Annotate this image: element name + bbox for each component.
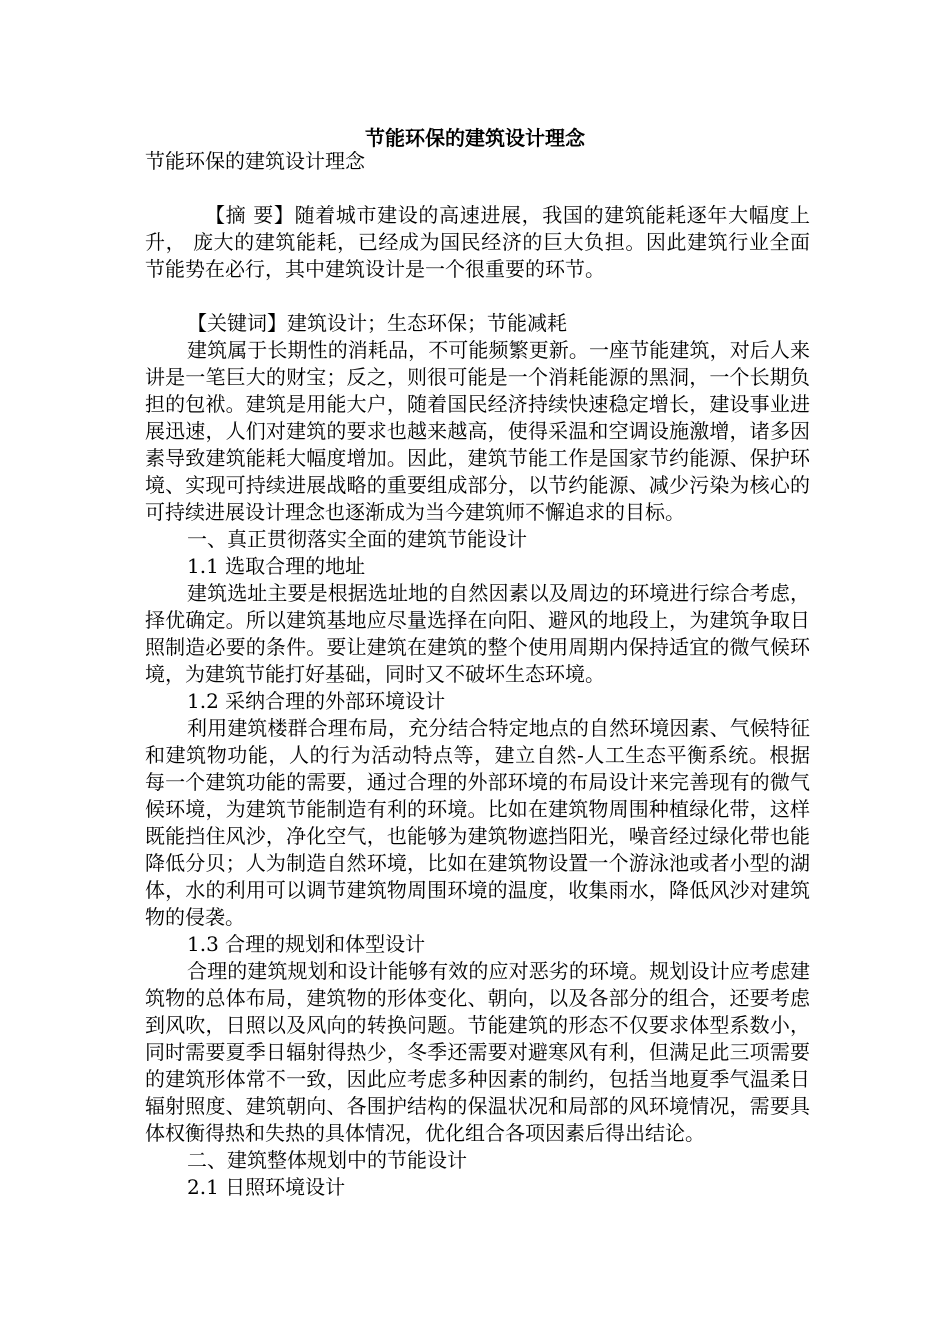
section-2-heading: 二、建筑整体规划中的节能设计 bbox=[187, 1148, 467, 1172]
intro-paragraph: 建筑属于长期性的消耗品，不可能频繁更新。一座节能建筑，对后人来讲是一笔巨大的财宝；反之，则很可能是一个消耗能源的黑洞，一个长期负担的包袱。建筑是用能大户，随着国民经济持续快速稳定增长，建设事业进展迅速，人们对建筑的要求也越来越高，使得采温和空调设施激增，诸多因素导致建筑能耗大幅度增加。因此，建筑节能工作是国家节约能源、保护环境、实现可持续进展战略的重要组成部分，以节约能源、减少污染为核心的可持续进展设计理念也逐渐成为当今建筑师不懈追求的目标。 bbox=[145, 338, 810, 524]
document-subtitle: 节能环保的建筑设计理念 bbox=[145, 149, 365, 173]
section-2-1-heading: 2.1 日照环境设计 bbox=[187, 1175, 346, 1199]
keywords-paragraph: 【关键词】建筑设计；生态环保；节能减耗 bbox=[187, 311, 567, 335]
section-1-1-paragraph: 建筑选址主要是根据选址地的自然因素以及周边的环境进行综合考虑，择优确定。所以建筑基地应尽量选择在向阳、避风的地段上，为建筑争取日照制造必要的条件。要让建筑在建筑的整个使用周期内保持适宜的微气候环境，为建筑节能打好基础，同时又不破坏生态环境。 bbox=[145, 581, 810, 686]
spacer bbox=[145, 175, 810, 202]
spacer bbox=[145, 283, 810, 310]
document-body bbox=[145, 148, 810, 1201]
section-1-1-heading: 1.1 选取合理的地址 bbox=[187, 554, 366, 578]
section-1-3-heading: 1.3 合理的规划和体型设计 bbox=[187, 932, 426, 956]
section-1-3-paragraph: 合理的建筑规划和设计能够有效的应对恶劣的环境。规划设计应考虑建筑物的总体布局，建筑物的形体变化、朝向，以及各部分的组合，还要考虑到风吹，日照以及风向的转换问题。节能建筑的形态不仅要求体型系数小，同时需要夏季日辐射得热少，冬季还需要对避寒风有利，但满足此三项需要的建筑形体常不一致，因此应考虑多种因素的制约，包括当地夏季气温柔日辐射照度、建筑朝向、各围护结构的保温状况和局部的风环境情况，需要具体权衡得热和失热的具体情况，优化组合各项因素后得出结论。 bbox=[145, 959, 810, 1145]
abstract-paragraph: 【摘 要】随着城市建设的高速进展，我国的建筑能耗逐年大幅度上升， 庞大的建筑能耗，已经成为国民经济的巨大负担。因此建筑行业全面节能势在必行，其中建筑设计是一个很重要的环节。 bbox=[145, 203, 810, 281]
section-1-heading: 一、真正贯彻落实全面的建筑节能设计 bbox=[187, 527, 527, 551]
document-title: 节能环保的建筑设计理念 bbox=[365, 126, 585, 150]
section-1-2-heading: 1.2 采纳合理的外部环境设计 bbox=[187, 689, 446, 713]
section-1-2-paragraph: 利用建筑楼群合理布局，充分结合特定地点的自然环境因素、气候特征和建筑物功能，人的行为活动特点等，建立自然-人工生态平衡系统。根据每一个建筑功能的需要，通过合理的外部环境的布局设计来完善现有的微气候环境，为建筑节能制造有利的环境。比如在建筑物周围种植绿化带，这样既能挡住风沙，净化空气，也能够为建筑物遮挡阳光，噪音经过绿化带也能降低分贝；人为制造自然环境，比如在建筑物设置一个游泳池或者小型的湖体，水的利用可以调节建筑物周围环境的温度，收集雨水，降低风沙对建筑物的侵袭。 bbox=[145, 716, 810, 929]
